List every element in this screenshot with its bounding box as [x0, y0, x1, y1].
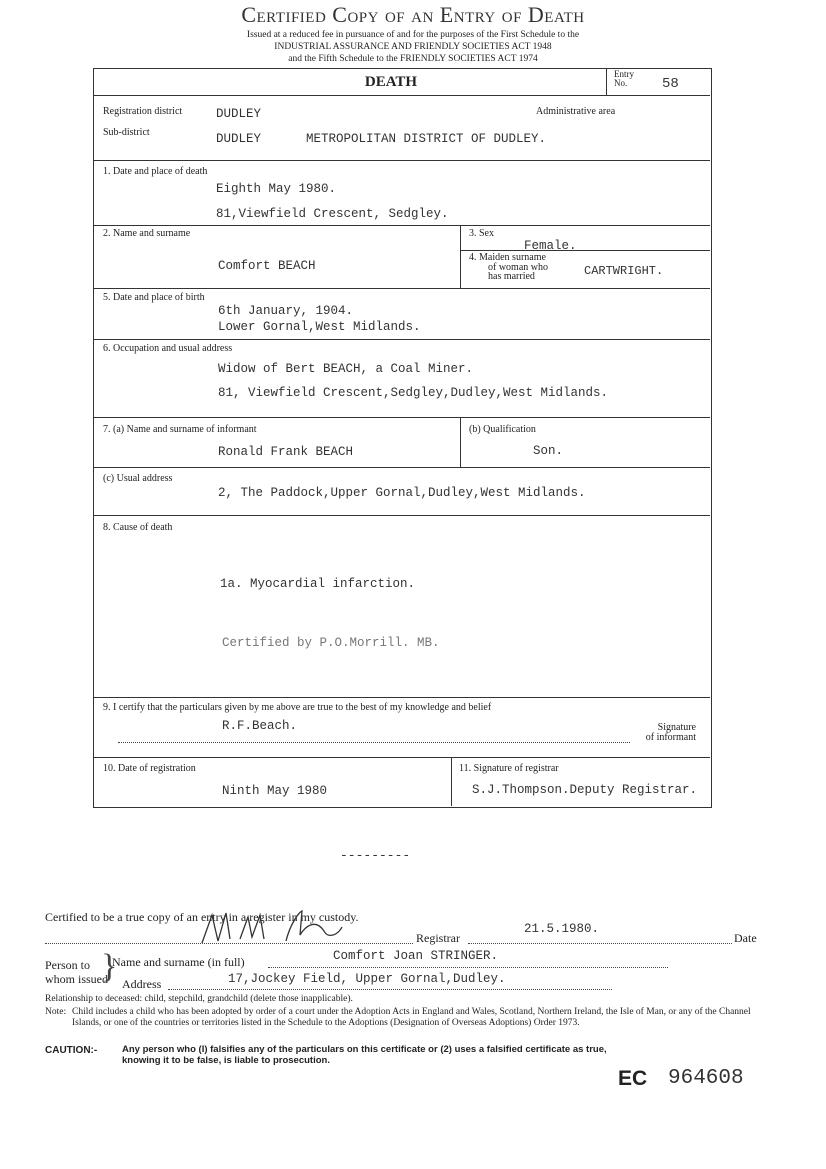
sub-district-label: Sub-district	[103, 127, 150, 138]
brace: }	[101, 948, 118, 985]
name-label: Name and surname (in full)	[112, 955, 245, 969]
field-11-label: 11. Signature of registrar	[459, 763, 559, 774]
date-label: Date	[734, 931, 757, 945]
administrative-area-label: Administrative area	[536, 106, 616, 117]
person-to-whom-issued-label: Person to whom issued	[45, 958, 108, 986]
field-3-label: 3. Sex	[469, 228, 494, 239]
informant-name: Ronald Frank BEACH	[218, 445, 354, 459]
serial-prefix: EC	[618, 1067, 648, 1090]
note-label: Note:	[45, 1007, 67, 1017]
header-line-2: INDUSTRIAL ASSURANCE AND FRIENDLY SOCIETIES ACT 1948	[274, 42, 552, 52]
certification-date: 21.5.1980.	[524, 922, 600, 936]
date-of-death: Eighth May 1980.	[216, 182, 337, 196]
field-10-label: 10. Date of registration	[103, 763, 196, 774]
date-of-registration: Ninth May 1980	[222, 784, 328, 798]
relationship-line: Relationship to deceased: child, stepchild, grandchild (delete those inapplicable).	[45, 994, 353, 1004]
registrar-signature: S.J.Thompson.Deputy Registrar.	[472, 783, 698, 797]
field-4-label: 4. Maiden surname of woman who has married	[469, 252, 548, 282]
place-of-death: 81,Viewfield Crescent, Sedgley.	[216, 207, 449, 221]
field-5-label: 5. Date and place of birth	[103, 292, 205, 303]
certified-statement: Certified to be a true copy of an entry in a register in my custody.	[45, 910, 359, 924]
serial-number: 964608	[668, 1067, 744, 1090]
field-9-label: 9. I certify that the particulars given by me above are true to the best of my knowledge and belief	[103, 702, 492, 713]
informant-address: 2, The Paddock,Upper Gornal,Dudley,West Midlands.	[218, 486, 586, 500]
registration-district: DUDLEY	[216, 107, 262, 121]
informant-qualification: Son.	[533, 444, 564, 458]
cause-of-death: 1a. Myocardial infarction.	[220, 577, 416, 591]
entry-no: 58	[662, 76, 679, 92]
usual-address: 81, Viewfield Crescent,Sedgley,Dudley,West Midlands.	[218, 386, 609, 400]
field-7c-label: (c) Usual address	[103, 473, 173, 484]
field-1-label: 1. Date and place of death	[103, 166, 208, 177]
entry-no-label: Entry No.	[614, 69, 634, 88]
sub-district: DUDLEY	[216, 132, 262, 146]
separator: ---------	[340, 848, 411, 863]
registrar-label: Registrar	[416, 931, 460, 945]
administrative-area: METROPOLITAN DISTRICT OF DUDLEY.	[306, 132, 547, 146]
note-text: Child includes a child who has been adopted by order of a court under the Adoption Acts in England and Wales, Scotland, Northern Ireland, the Isle of Man, or any of the Channel Islands, or one of the countries or territories listed in the Schedule to the Adoptions (Designation of Overseas Adoptions) Order 1973.	[72, 1007, 751, 1028]
place-of-birth: Lower Gornal,West Midlands.	[218, 320, 421, 334]
header-line-3: and the Fifth Schedule to the FRIENDLY SOCIETIES ACT 1974	[288, 54, 538, 64]
issued-to-address: 17,Jockey Field, Upper Gornal,Dudley.	[228, 972, 506, 986]
informant-signature: R.F.Beach.	[222, 719, 298, 733]
date-of-birth: 6th January, 1904.	[218, 304, 354, 318]
signature-of-informant-label: Signature of informant	[645, 722, 696, 743]
issued-to-name: Comfort Joan STRINGER.	[333, 949, 499, 963]
maiden-surname: CARTWRIGHT.	[584, 264, 664, 278]
registration-district-label: Registration district	[103, 106, 183, 117]
name-of-deceased: Comfort BEACH	[218, 259, 316, 273]
field-7a-label: 7. (a) Name and surname of informant	[103, 424, 257, 435]
header-line-1: Issued at a reduced fee in pursuance of and for the purposes of the First Schedule to the	[246, 30, 580, 40]
address-label: Address	[122, 977, 162, 991]
occupation: Widow of Bert BEACH, a Coal Miner.	[218, 362, 474, 376]
register-heading: DEATH	[364, 74, 418, 90]
certificate-title: Certified Copy of an Entry of Death	[241, 2, 585, 27]
field-7b-label: (b) Qualification	[469, 424, 536, 435]
field-2-label: 2. Name and surname	[103, 228, 191, 239]
caution-text: Any person who (I) falsifies any of the particulars on this certificate or (2) uses a falsified certificate as true, knowing it to be false, is liable to prosecution.	[122, 1044, 607, 1066]
sex: Female.	[524, 239, 577, 253]
certified-by: Certified by P.O.Morrill. MB.	[222, 636, 440, 650]
field-8-label: 8. Cause of death	[103, 522, 173, 533]
field-6-label: 6. Occupation and usual address	[103, 343, 233, 354]
caution-label: CAUTION:-	[45, 1045, 98, 1056]
